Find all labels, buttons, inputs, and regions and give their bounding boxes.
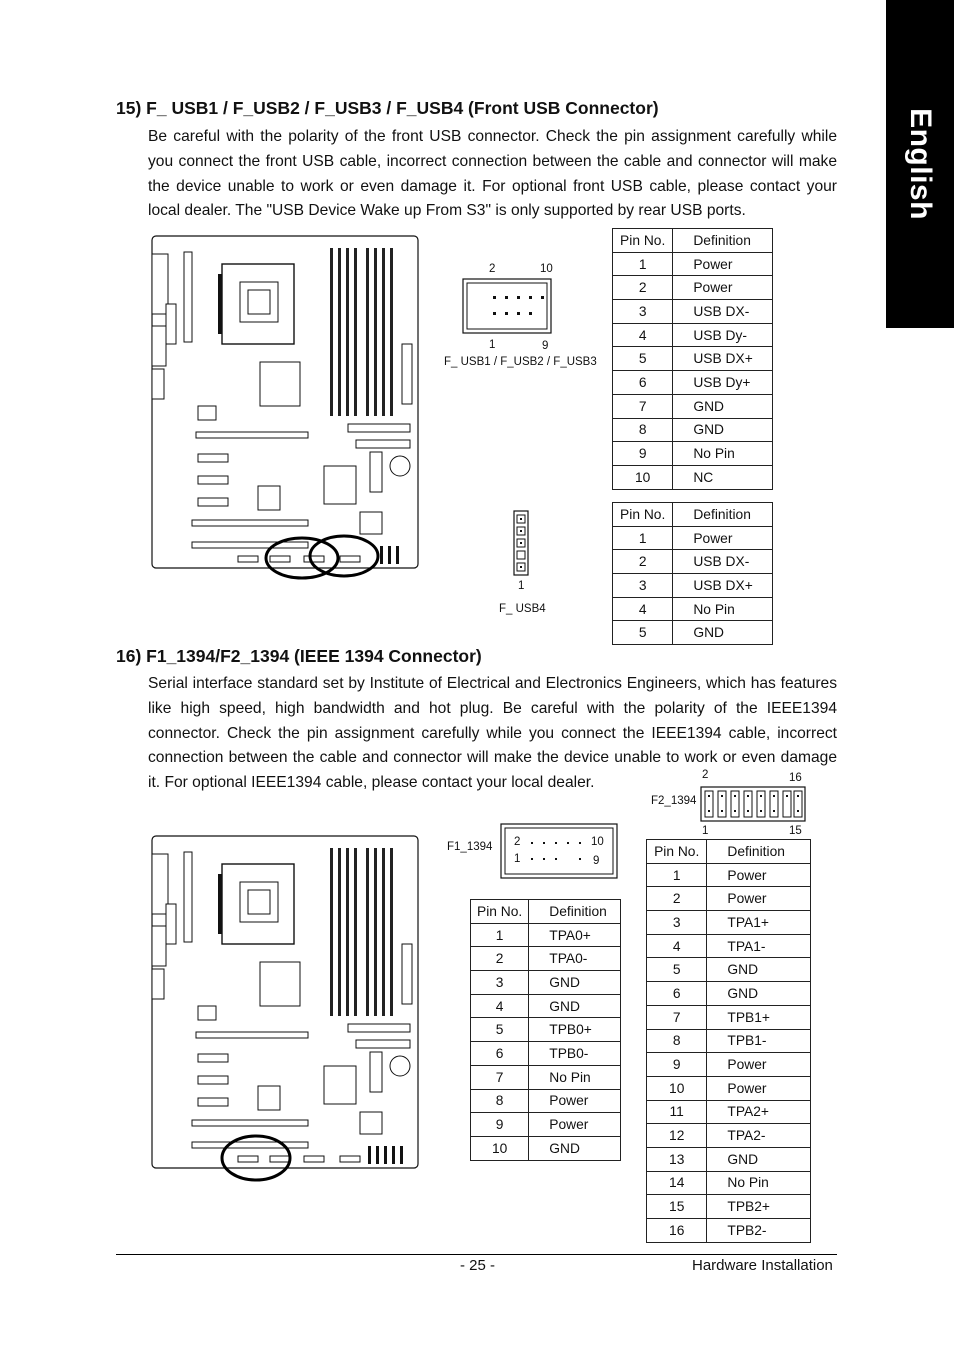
table-row [647,1100,811,1124]
pin-definition: Power [529,1113,621,1137]
section-15-heading: 15) F_ USB1 / F_USB2 / F_USB3 / F_USB4 (Front USB Connector) [116,98,659,118]
table-row [647,958,811,982]
table-row [647,911,811,935]
page-number: - 25 - [460,1257,496,1274]
pin-definition: Power [707,1053,811,1077]
pin-number: 9 [647,1053,707,1077]
pin-definition: TPB1- [707,1029,811,1053]
table-row [647,1053,811,1077]
pin-number: 8 [471,1089,529,1113]
pin-definition: No Pin [673,442,773,466]
pin-definition: GND [529,994,621,1018]
pin-definition: GND [707,958,811,982]
pin-definition: USB DX+ [673,574,773,598]
language-tab [886,0,954,328]
pin-number: 2 [471,947,529,971]
pin-definition: Power [707,1076,811,1100]
header-pin-no: Pin No. [613,503,673,527]
f2-1394-pin-16: 16 [789,772,802,784]
table-row [647,1171,811,1195]
table-header-row [647,840,811,864]
pin-definition: TPA0+ [529,923,621,947]
header-pin-no: Pin No. [613,229,673,253]
header-definition: Definition [673,229,773,253]
table-header-row [613,503,773,527]
pin-number: 7 [647,1005,707,1029]
pin-definition: GND [707,982,811,1006]
usb-connector-pin-2: 2 [489,263,496,275]
footer-rule [116,1254,837,1255]
pin-definition: GND [529,1136,621,1160]
pin-number: 5 [471,1018,529,1042]
table-row [613,526,773,550]
table-row [613,371,773,395]
pin-number: 4 [613,597,673,621]
table-row [471,1065,621,1089]
section-16-body: Serial interface standard set by Institute of Electrical and Electronics Engineers, which has features like high speed, high bandwidth and hot plug. Be careful with the polarity of the IEEE1394 connector. Check the pin assignment carefully while you connect the IEEE1394 cable, incorrect connection between the cable and connector will make the device unable to work or even damage it. For optional IEEE1394 cable, please contact your local dealer. [148,675,837,792]
pin-number: 5 [647,958,707,982]
pin-number: 6 [471,1042,529,1066]
f1-1394-pin-1: 1 [514,853,521,865]
pin-definition: NC [673,465,773,489]
f2-1394-pin-15: 15 [789,825,802,837]
table-row [647,1076,811,1100]
pin-number: 3 [613,300,673,324]
f1-1394-pin-10: 10 [591,836,604,848]
pin-definition: Power [707,887,811,911]
f2-1394-pin-table [646,839,811,1243]
pin-number: 4 [647,934,707,958]
pin-definition: TPB2+ [707,1195,811,1219]
usb-connector-pin-10: 10 [540,263,553,275]
f2-1394-pin-1: 1 [702,825,709,837]
pin-number: 11 [647,1100,707,1124]
pin-definition: Power [673,526,773,550]
table-row [647,1195,811,1219]
table-row [647,934,811,958]
usb-pin-table [612,228,773,490]
f1-1394-caption: F1_1394 [447,841,493,853]
motherboard-diagram-1394 [148,834,424,1182]
pin-definition: TPB0- [529,1042,621,1066]
pin-definition: Power [673,252,773,276]
table-header-row [471,900,621,924]
table-row [471,1018,621,1042]
pin-definition: GND [673,394,773,418]
usb4-pin-table [612,502,773,645]
pin-definition: USB DX- [673,300,773,324]
usb-connector-caption: F_ USB1 / F_USB2 / F_USB3 [444,356,597,368]
pin-number: 7 [471,1065,529,1089]
pin-definition: GND [673,621,773,645]
table-row [613,252,773,276]
footer-section-title: Hardware Installation [692,1257,833,1274]
language-tab-label: English [904,108,937,220]
pin-definition: TPA1- [707,934,811,958]
pin-number: 8 [613,418,673,442]
table-row [613,276,773,300]
table-row [471,1089,621,1113]
pin-number: 1 [471,923,529,947]
pin-number: 6 [613,371,673,395]
section-16-heading: 16) F1_1394/F2_1394 (IEEE 1394 Connector) [116,646,482,666]
pin-number: 4 [471,994,529,1018]
pin-number: 5 [613,347,673,371]
table-row [471,923,621,947]
table-row [471,1113,621,1137]
pin-definition: GND [529,971,621,995]
pin-definition: No Pin [707,1171,811,1195]
header-pin-no: Pin No. [647,840,707,864]
pin-definition: USB Dy+ [673,371,773,395]
pin-number: 3 [471,971,529,995]
usb4-connector-pin-1: 1 [518,580,525,592]
pin-number: 1 [613,252,673,276]
pin-number: 7 [613,394,673,418]
table-row [613,621,773,645]
pin-definition: TPA0- [529,947,621,971]
table-row [613,550,773,574]
f2-1394-caption: F2_1394 [651,795,697,807]
pin-definition: No Pin [529,1065,621,1089]
table-row [471,1136,621,1160]
pin-number: 2 [613,276,673,300]
header-definition: Definition [707,840,811,864]
f1-1394-pin-2: 2 [514,836,521,848]
pin-definition: TPA2+ [707,1100,811,1124]
pin-definition: TPB1+ [707,1005,811,1029]
table-row [647,1219,811,1243]
pin-definition: TPB0+ [529,1018,621,1042]
pin-definition: USB DX- [673,550,773,574]
pin-definition: Power [529,1089,621,1113]
pin-number: 3 [613,574,673,598]
pin-number: 1 [647,863,707,887]
pin-definition: GND [707,1147,811,1171]
section-15-body: Be careful with the polarity of the front USB connector. Check the pin assignment carefully while you connect the front USB cable, incorrect connection between the cable and connector will make the device unable to work or even damage it. For optional front USB cable, please contact your local dealer. The "USB Device Wake up From S3" is only supported by rear USB ports. [148,128,837,220]
motherboard-diagram-usb [148,234,424,582]
table-row [647,887,811,911]
pin-number: 14 [647,1171,707,1195]
pin-number: 13 [647,1147,707,1171]
usb-connector-pin-1: 1 [489,339,496,351]
table-header-row [613,229,773,253]
pin-definition: Power [707,863,811,887]
f2-1394-pin-2: 2 [702,769,709,781]
pin-definition: USB DX+ [673,347,773,371]
pin-definition: No Pin [673,597,773,621]
pin-number: 1 [613,526,673,550]
pin-definition: TPA2- [707,1124,811,1148]
pin-number: 3 [647,911,707,935]
pin-number: 10 [647,1076,707,1100]
table-row [613,442,773,466]
pin-definition: USB Dy- [673,323,773,347]
pin-definition: TPA1+ [707,911,811,935]
table-row [471,947,621,971]
table-row [613,347,773,371]
pin-number: 5 [613,621,673,645]
pin-number: 4 [613,323,673,347]
usb4-header-connector [513,510,529,576]
f2-1394-connector [700,786,806,822]
table-row [613,574,773,598]
pin-number: 6 [647,982,707,1006]
pin-number: 9 [613,442,673,466]
table-row [647,982,811,1006]
table-row [471,994,621,1018]
f1-1394-connector [500,823,618,879]
pin-definition: Power [673,276,773,300]
pin-number: 2 [647,887,707,911]
header-definition: Definition [673,503,773,527]
table-row [613,300,773,324]
f1-1394-pin-table [470,899,621,1161]
pin-number: 10 [613,465,673,489]
table-row [647,1029,811,1053]
pin-number: 16 [647,1219,707,1243]
f1-1394-pin-9: 9 [593,855,600,867]
pin-number: 8 [647,1029,707,1053]
header-pin-no: Pin No. [471,900,529,924]
table-row [647,1147,811,1171]
table-row [613,323,773,347]
table-row [471,1042,621,1066]
pin-number: 10 [471,1136,529,1160]
table-row [647,1124,811,1148]
table-row [613,597,773,621]
table-row [613,465,773,489]
usb4-connector-caption: F_ USB4 [499,603,546,615]
table-row [613,418,773,442]
pin-number: 12 [647,1124,707,1148]
pin-number: 15 [647,1195,707,1219]
pin-definition: TPB2- [707,1219,811,1243]
pin-number: 2 [613,550,673,574]
usb-header-connector [462,278,552,334]
pin-number: 9 [471,1113,529,1137]
usb-connector-pin-9: 9 [542,340,549,352]
table-row [647,863,811,887]
header-definition: Definition [529,900,621,924]
table-row [471,971,621,995]
table-row [613,394,773,418]
pin-definition: GND [673,418,773,442]
table-row [647,1005,811,1029]
